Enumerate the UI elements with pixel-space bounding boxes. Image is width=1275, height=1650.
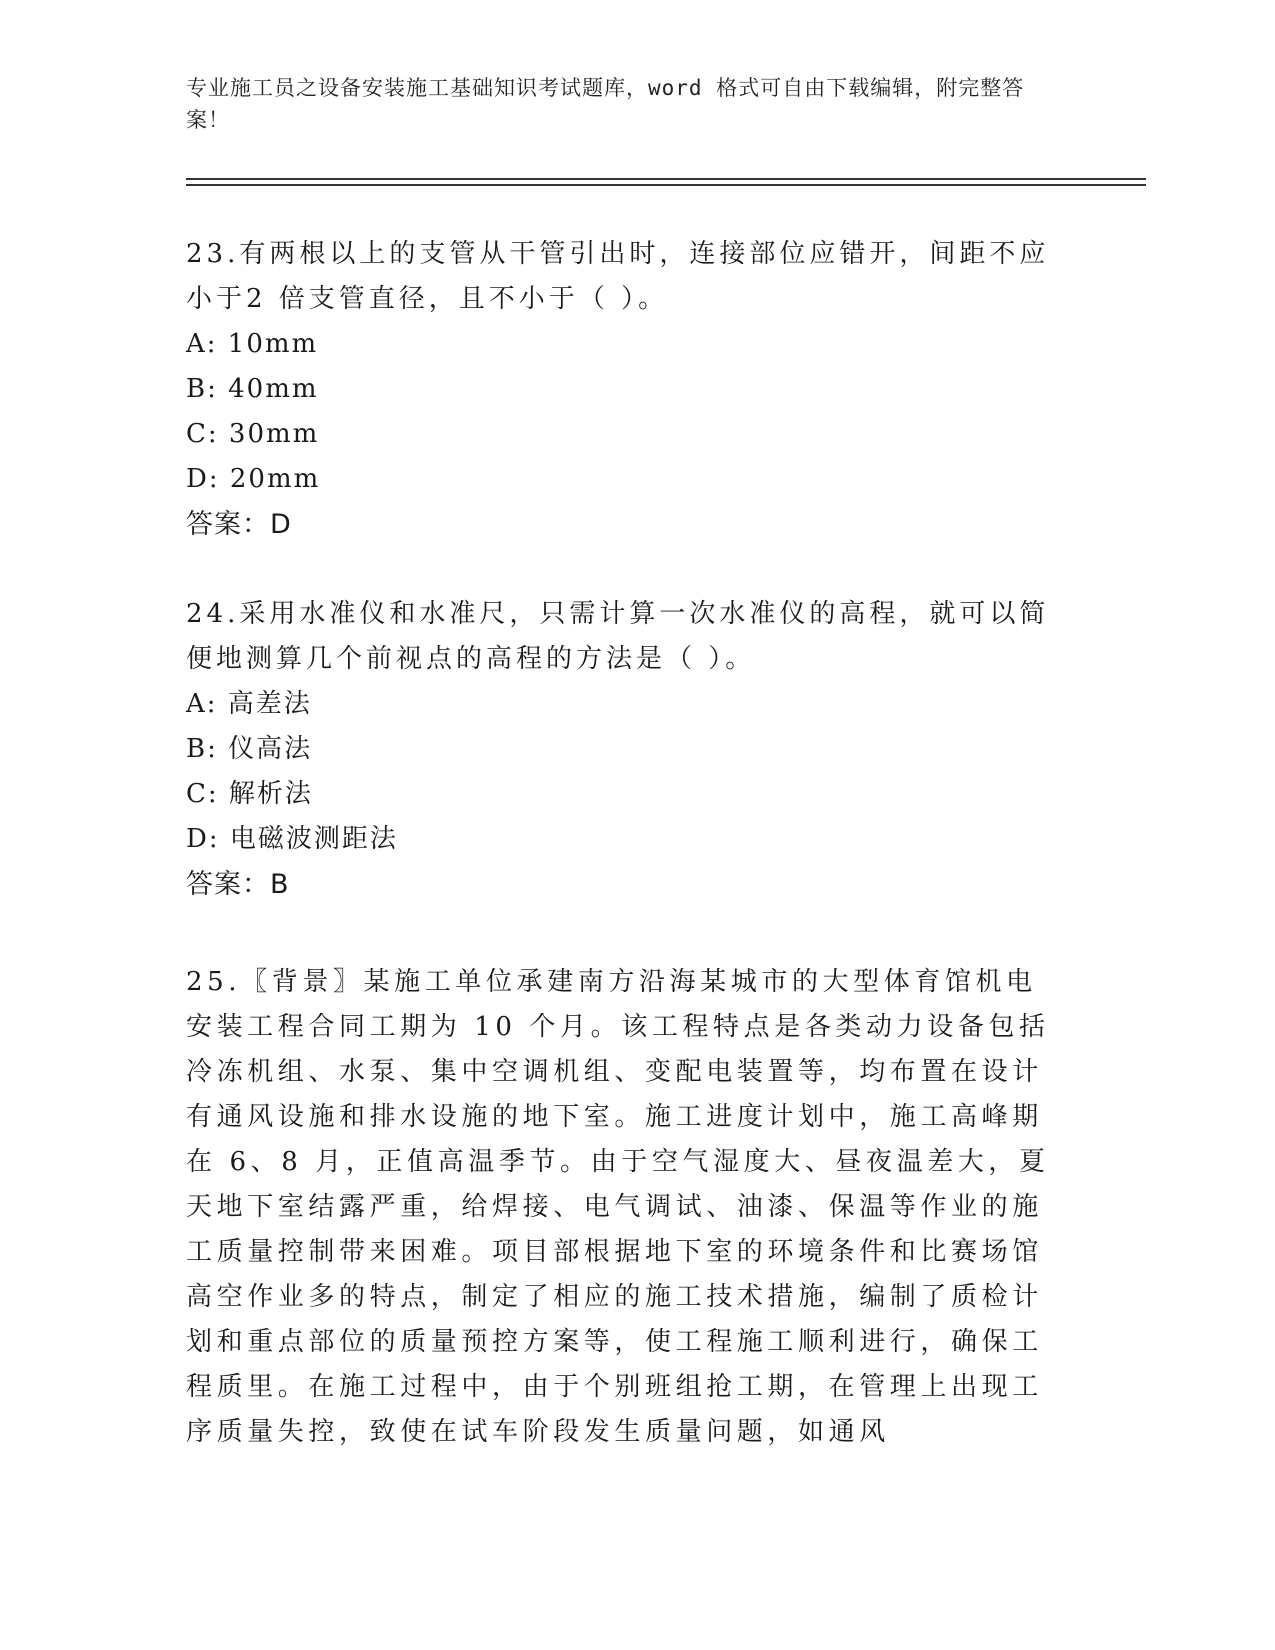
question-23 <box>186 232 1066 547</box>
question-stem: 25.〖背景〗某施工单位承建南方沿海某城市的大型体育馆机电安装工程合同工期为 10 个月。该工程特点是各类动力设备包括冷冻机组、水泵、集中空调机组、变配电装置等，均布置在设计有通风设施和排水设施的地下室。施工进度计划中，施工高峰期在 6、8 月，正值高温季节。由于空气湿度大、昼夜温差大，夏天地下室结露严重，给焊接、电气调试、油漆、保温等作业的施工质量控制带来困难。项目部根据地下室的环境条件和比赛场馆高空作业多的特点，制定了相应的施工技术措施，编制了质检计划和重点部位的质量预控方案等，使工程施工顺利进行，确保工程质里。在施工过程中，由于个别班组抢工期，在管理上出现工序质量失控，致使在试车阶段发生质量问题，如通风 <box>186 967 1050 1447</box>
option-c: C: 解析法 <box>186 779 313 809</box>
question-24 <box>186 592 1066 907</box>
answer: 答案：B <box>186 869 290 900</box>
question-25 <box>186 960 1066 1455</box>
option-b: B: 仪高法 <box>186 734 313 764</box>
option-c: C: 30mm <box>186 419 320 449</box>
header-divider-top <box>186 178 1146 180</box>
answer: 答案：D <box>186 509 292 540</box>
question-stem: 23.有两根以上的支管从干管引出时，连接部位应错开，间距不应小于2 倍支管直径，且不小于（ ）。 <box>186 239 1050 314</box>
option-d: D: 20mm <box>186 464 321 494</box>
header-divider-bottom <box>186 184 1146 186</box>
option-b: B: 40mm <box>186 374 319 404</box>
option-a: A: 10mm <box>186 329 319 359</box>
document-header: 专业施工员之设备安装施工基础知识考试题库，word 格式可自由下载编辑，附完整答案！ <box>186 76 1025 132</box>
question-stem: 24.采用水准仪和水准尺，只需计算一次水准仪的高程，就可以简便地测算几个前视点的高程的方法是（ ）。 <box>186 599 1050 674</box>
option-d: D: 电磁波测距法 <box>186 824 398 854</box>
option-a: A: 高差法 <box>186 689 312 719</box>
